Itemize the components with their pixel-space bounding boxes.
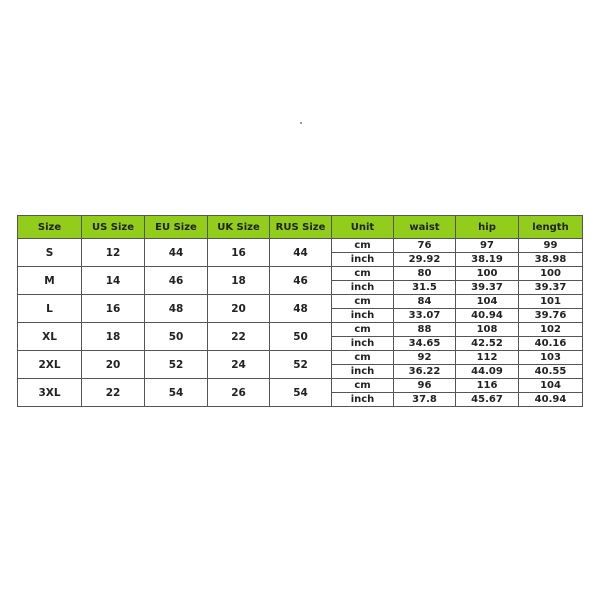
hip-cell: 45.67 xyxy=(456,393,519,407)
length-cell: 40.16 xyxy=(519,337,583,351)
eu-size-cell: 48 xyxy=(145,295,208,323)
waist-cell: 84 xyxy=(394,295,456,309)
size-cell: 2XL xyxy=(18,351,82,379)
us-size-cell: 16 xyxy=(82,295,145,323)
length-cell: 38.98 xyxy=(519,253,583,267)
eu-size-cell: 46 xyxy=(145,267,208,295)
size-cell: 3XL xyxy=(18,379,82,407)
unit-cell: cm xyxy=(332,295,394,309)
unit-cell: inch xyxy=(332,309,394,323)
unit-cell: inch xyxy=(332,365,394,379)
unit-cell: cm xyxy=(332,239,394,253)
hip-cell: 100 xyxy=(456,267,519,281)
waist-cell: 33.07 xyxy=(394,309,456,323)
table-row-cm xyxy=(18,351,583,365)
eu-size-cell: 54 xyxy=(145,379,208,407)
us-size-cell: 18 xyxy=(82,323,145,351)
unit-cell: cm xyxy=(332,267,394,281)
table-row-cm xyxy=(18,323,583,337)
rus-size-cell: 50 xyxy=(270,323,332,351)
hip-cell: 104 xyxy=(456,295,519,309)
eu-size-cell: 44 xyxy=(145,239,208,267)
unit-cell: inch xyxy=(332,253,394,267)
length-cell: 100 xyxy=(519,267,583,281)
length-cell: 39.76 xyxy=(519,309,583,323)
size-chart-table xyxy=(17,215,583,407)
rus-size-cell: 48 xyxy=(270,295,332,323)
eu-size-cell: 52 xyxy=(145,351,208,379)
waist-cell: 80 xyxy=(394,267,456,281)
unit-cell: cm xyxy=(332,351,394,365)
eu-size-cell: 50 xyxy=(145,323,208,351)
header-row xyxy=(18,216,583,239)
size-cell: L xyxy=(18,295,82,323)
hip-cell: 97 xyxy=(456,239,519,253)
unit-cell: inch xyxy=(332,337,394,351)
header-eu-size: EU Size xyxy=(145,216,208,239)
header-size: Size xyxy=(18,216,82,239)
unit-cell: inch xyxy=(332,393,394,407)
table-row-cm xyxy=(18,267,583,281)
hip-cell: 38.19 xyxy=(456,253,519,267)
rus-size-cell: 46 xyxy=(270,267,332,295)
waist-cell: 29.92 xyxy=(394,253,456,267)
length-cell: 39.37 xyxy=(519,281,583,295)
size-cell: M xyxy=(18,267,82,295)
uk-size-cell: 26 xyxy=(208,379,270,407)
length-cell: 101 xyxy=(519,295,583,309)
unit-cell: cm xyxy=(332,323,394,337)
header-unit: Unit xyxy=(332,216,394,239)
rus-size-cell: 52 xyxy=(270,351,332,379)
unit-cell: cm xyxy=(332,379,394,393)
header-length: length xyxy=(519,216,583,239)
hip-cell: 39.37 xyxy=(456,281,519,295)
header-rus-size: RUS Size xyxy=(270,216,332,239)
rus-size-cell: 44 xyxy=(270,239,332,267)
uk-size-cell: 18 xyxy=(208,267,270,295)
hip-cell: 112 xyxy=(456,351,519,365)
waist-cell: 92 xyxy=(394,351,456,365)
us-size-cell: 14 xyxy=(82,267,145,295)
waist-cell: 34.65 xyxy=(394,337,456,351)
length-cell: 40.55 xyxy=(519,365,583,379)
header-waist: waist xyxy=(394,216,456,239)
hip-cell: 108 xyxy=(456,323,519,337)
header-us-size: US Size xyxy=(82,216,145,239)
us-size-cell: 22 xyxy=(82,379,145,407)
waist-cell: 96 xyxy=(394,379,456,393)
hip-cell: 116 xyxy=(456,379,519,393)
hip-cell: 44.09 xyxy=(456,365,519,379)
waist-cell: 36.22 xyxy=(394,365,456,379)
size-cell: XL xyxy=(18,323,82,351)
table-row-cm xyxy=(18,239,583,253)
us-size-cell: 12 xyxy=(82,239,145,267)
uk-size-cell: 24 xyxy=(208,351,270,379)
table-row-cm xyxy=(18,379,583,393)
uk-size-cell: 22 xyxy=(208,323,270,351)
length-cell: 102 xyxy=(519,323,583,337)
size-cell: S xyxy=(18,239,82,267)
uk-size-cell: 20 xyxy=(208,295,270,323)
us-size-cell: 20 xyxy=(82,351,145,379)
table-row-cm xyxy=(18,295,583,309)
waist-cell: 37.8 xyxy=(394,393,456,407)
stray-dot xyxy=(300,122,302,124)
length-cell: 40.94 xyxy=(519,393,583,407)
hip-cell: 42.52 xyxy=(456,337,519,351)
length-cell: 103 xyxy=(519,351,583,365)
uk-size-cell: 16 xyxy=(208,239,270,267)
waist-cell: 88 xyxy=(394,323,456,337)
rus-size-cell: 54 xyxy=(270,379,332,407)
length-cell: 104 xyxy=(519,379,583,393)
header-uk-size: UK Size xyxy=(208,216,270,239)
unit-cell: inch xyxy=(332,281,394,295)
hip-cell: 40.94 xyxy=(456,309,519,323)
waist-cell: 31.5 xyxy=(394,281,456,295)
length-cell: 99 xyxy=(519,239,583,253)
waist-cell: 76 xyxy=(394,239,456,253)
header-hip: hip xyxy=(456,216,519,239)
